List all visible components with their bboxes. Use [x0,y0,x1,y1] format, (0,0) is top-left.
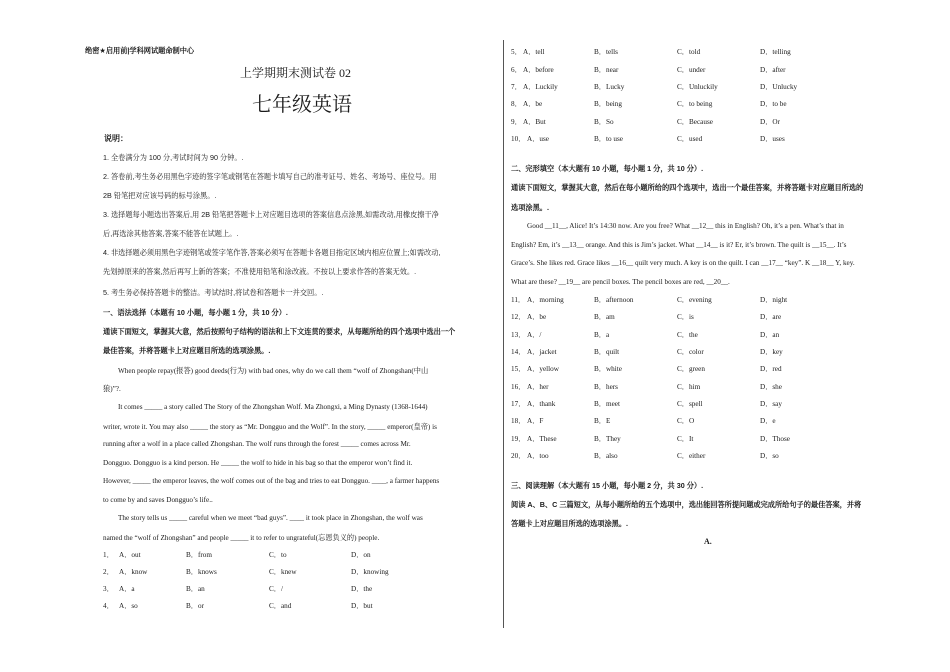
option-text: C．told [677,48,701,56]
passage-line: Grace’s. She likes red. Grace likes __16__ quilt very much. A key is on the quilt. I can __17__ “key”. K __18__ Y, key. [511,259,855,267]
option-text: B．or [186,602,204,610]
section1-title: 一、语法选择（本题有 10 小题，每小题 1 分，共 10 分）. [103,308,288,317]
option-text: D．the [351,585,373,593]
option-text: 14． [511,348,526,356]
option-text: A．so [119,602,138,610]
column-divider [503,40,504,628]
option-text: 3． [103,585,114,593]
instruction-line: 先划掉原来的答案,然后再写上新的答案；不准使用铅笔和涂改液。不按以上要求作答的答案无效。. [103,267,417,276]
option-text: A．know [119,568,148,576]
passage-line: English? Em, it’s __13__ orange. And this is Jim’s jacket. What __14__ is it? Er, it’s brown. The quilt is __15__. It’s [511,241,847,249]
passage-a-label: A. [704,537,712,546]
option-text: C．either [677,452,706,460]
option-text: A．be [527,313,547,321]
option-text: C．under [677,66,706,74]
confidential-label: 绝密★启用前|学科网试题命制中心 [85,46,195,55]
option-text: B．being [594,100,622,108]
passage-line: What are these? __19__ are pencil boxes. The pencil boxes are red, __20__. [511,278,730,286]
section2-title: 二、完形填空（本大题有 10 小题，每小题 1 分，共 10 分）. [511,164,704,173]
option-text: 10． [511,135,526,143]
passage-line: 狼)”?. [103,385,121,393]
section3-directions: 答题卡上对应题目所选的选项涂黑。. [511,519,628,528]
option-text: B．white [594,365,622,373]
instruction-line: 2B 铅笔把对应该号码的标号涂黑。. [103,191,217,200]
option-text: C．Because [677,118,713,126]
passage-line: writer, wrote it. You may also _____ the story as “Mr. Dongguo and the Wolf”. In the story, _____ emperor(皇帝) is [103,423,437,431]
option-text: B．tells [594,48,618,56]
passage-line: When people repay(报答) good deeds(行为) with bad ones, why do we call them “wolf of Zhongshan(中山 [118,367,429,375]
instruction-line: 5. 考生务必保持答题卡的整洁。考试结时,将试卷和答题卡一并交回。. [103,288,324,297]
instruction-line: 2. 答卷前,考生务必用黑色字迹的签字笔或钢笔在答题卡填写自己的准考证号、姓名、考场号、座位号。用 [103,172,437,181]
option-text: B．They [594,435,621,443]
option-text: 2． [103,568,114,576]
passage-line: It comes _____ a story called The Story of the Zhongshan Wolf. Ma Zhongxi, a Ming Dynasty (1368-1644) [118,403,428,411]
option-text: A．too [527,452,549,460]
option-text: 6． [511,66,522,74]
option-text: D．uses [760,135,785,143]
option-text: 5． [511,48,522,56]
instruction-line: 3. 选择题每小题选出答案后,用 2B 铅笔把答题卡上对应题目选项的答案信息点涂黑,如需改动,用橡皮擦干净 [103,210,439,219]
option-text: D．to be [760,100,787,108]
option-text: B．from [186,551,212,559]
option-text: C．is [677,313,694,321]
passage-line: to come by and saves Dongguo’s life.. [103,496,213,504]
subject-title: 七年级英语 [252,92,352,116]
instructions-heading: 说明： [104,134,128,143]
option-text: B．Lucky [594,83,625,91]
option-text: A．These [527,435,557,443]
option-text: B．quilt [594,348,620,356]
option-text: C．spell [677,400,703,408]
option-text: B．afternoon [594,296,634,304]
option-text: C．and [269,602,292,610]
option-text: D．key [760,348,783,356]
option-text: C．It [677,435,694,443]
option-text: C．green [677,365,705,373]
option-text: A．be [523,100,543,108]
option-text: D．but [351,602,373,610]
option-text: D．on [351,551,371,559]
option-text: A．yellow [527,365,559,373]
option-text: D．night [760,296,788,304]
section1-directions: 最佳答案，并将答题卡上对应题目所选的选项涂黑。. [103,346,271,355]
passage-line: However, _____ the emperor leaves, the wolf comes out of the bag and tries to eat Dongguo. ____, a farmer happens [103,477,440,485]
option-text: 8． [511,100,522,108]
section2-directions: 选项涂黑。. [511,203,549,212]
option-text: 11． [511,296,526,304]
option-text: C．to [269,551,287,559]
option-text: A．out [119,551,141,559]
option-text: C．to being [677,100,713,108]
section2-directions: 通读下面短文，掌握其大意，然后在每小题所给的四个选项中，选出一个最佳答案，并将答题卡对应题目所选的 [511,183,864,192]
option-text: B．to use [594,135,623,143]
option-text: B．So [594,118,614,126]
option-text: B．am [594,313,615,321]
option-text: C．used [677,135,703,143]
option-text: D．she [760,383,782,391]
option-text: C．/ [269,585,283,593]
option-text: A．F [527,417,544,425]
option-text: 1． [103,551,114,559]
option-text: D．telling [760,48,791,56]
option-text: D．say [760,400,782,408]
option-text: A．her [527,383,549,391]
option-text: C．him [677,383,701,391]
passage-line: The story tells us _____ careful when we meet “bad guys”. ____ it took place in Zhongshan, the wolf was [118,514,423,522]
option-text: 12． [511,313,526,321]
option-text: 20． [511,452,526,460]
option-text: D．red [760,365,782,373]
passage-line: Good __11__, Alice! It’s 14:30 now. Are you free? What __12__ this in English? Oh, it’s a pen. What’s that in [527,222,844,230]
passage-line: Dongguo. Dongguo is a kind person. He _____ the wolf to hide in his bag so that the emperor won’t find it. [103,459,413,467]
option-text: 16． [511,383,526,391]
option-text: B．near [594,66,619,74]
instruction-line: 后,再选涂其他答案,答案不能答在试题上。. [103,229,239,238]
instruction-line: 4. 非选择题必须用黑色字迹钢笔或签字笔作答,答案必须写在答题卡各题目指定区域内相应位置上;如需改动, [103,248,441,257]
option-text: B．knows [186,568,217,576]
option-text: D．an [760,331,780,339]
option-text: 19． [511,435,526,443]
option-text: B．hers [594,383,618,391]
option-text: D．after [760,66,786,74]
instruction-line: 1. 全卷满分为 100 分,考试时间为 90 分钟。. [103,153,244,162]
option-text: B．also [594,452,618,460]
option-text: 18． [511,417,526,425]
option-text: C．O [677,417,695,425]
option-text: C．evening [677,296,712,304]
option-text: A．/ [527,331,542,339]
option-text: 13． [511,331,526,339]
option-text: A．jacket [527,348,557,356]
option-text: C．Unluckily [677,83,718,91]
exam-title: 上学期期末测试卷 02 [240,66,352,80]
option-text: A．thank [527,400,556,408]
option-text: A．before [523,66,554,74]
option-text: D．e [760,417,776,425]
option-text: 17． [511,400,526,408]
passage-line: named the “wolf of Zhongshan” and people _____ it to refer to ungrateful(忘恩负义的) people. [103,534,380,542]
option-text: C．knew [269,568,297,576]
option-text: C．color [677,348,704,356]
option-text: D．Unlucky [760,83,798,91]
option-text: 9． [511,118,522,126]
option-text: A．morning [527,296,564,304]
option-text: D．Or [760,118,780,126]
option-text: D．so [760,452,779,460]
section3-title: 三、阅读理解（本大题有 15 小题，每小题 2 分，共 30 分）. [511,481,704,490]
option-text: B．an [186,585,205,593]
option-text: A．a [119,585,135,593]
option-text: A．But [523,118,546,126]
option-text: 15． [511,365,526,373]
option-text: D．knowing [351,568,389,576]
option-text: D．are [760,313,782,321]
section1-directions: 通读下面短文，掌握其大意，然后按照句子结构的语法和上下文连贯的要求，从每题所给的四个选项中选出一个 [103,327,456,336]
option-text: D．Those [760,435,790,443]
option-text: C．the [677,331,698,339]
section3-directions: 阅读 A、B、C 三篇短文，从每小题所给的五个选项中，选出能回答所提问题或完成所给句子的最佳答案，并将 [511,500,862,509]
option-text: 4． [103,602,114,610]
passage-line: running after a wolf in a place called Zhongshan. The wolf runs through the forest _____ comes across Mr. [103,440,411,448]
option-text: B．a [594,331,610,339]
option-text: A．use [527,135,549,143]
option-text: B．E [594,417,611,425]
option-text: A．tell [523,48,545,56]
option-text: 7． [511,83,522,91]
option-text: B．meet [594,400,620,408]
option-text: A．Luckily [523,83,558,91]
